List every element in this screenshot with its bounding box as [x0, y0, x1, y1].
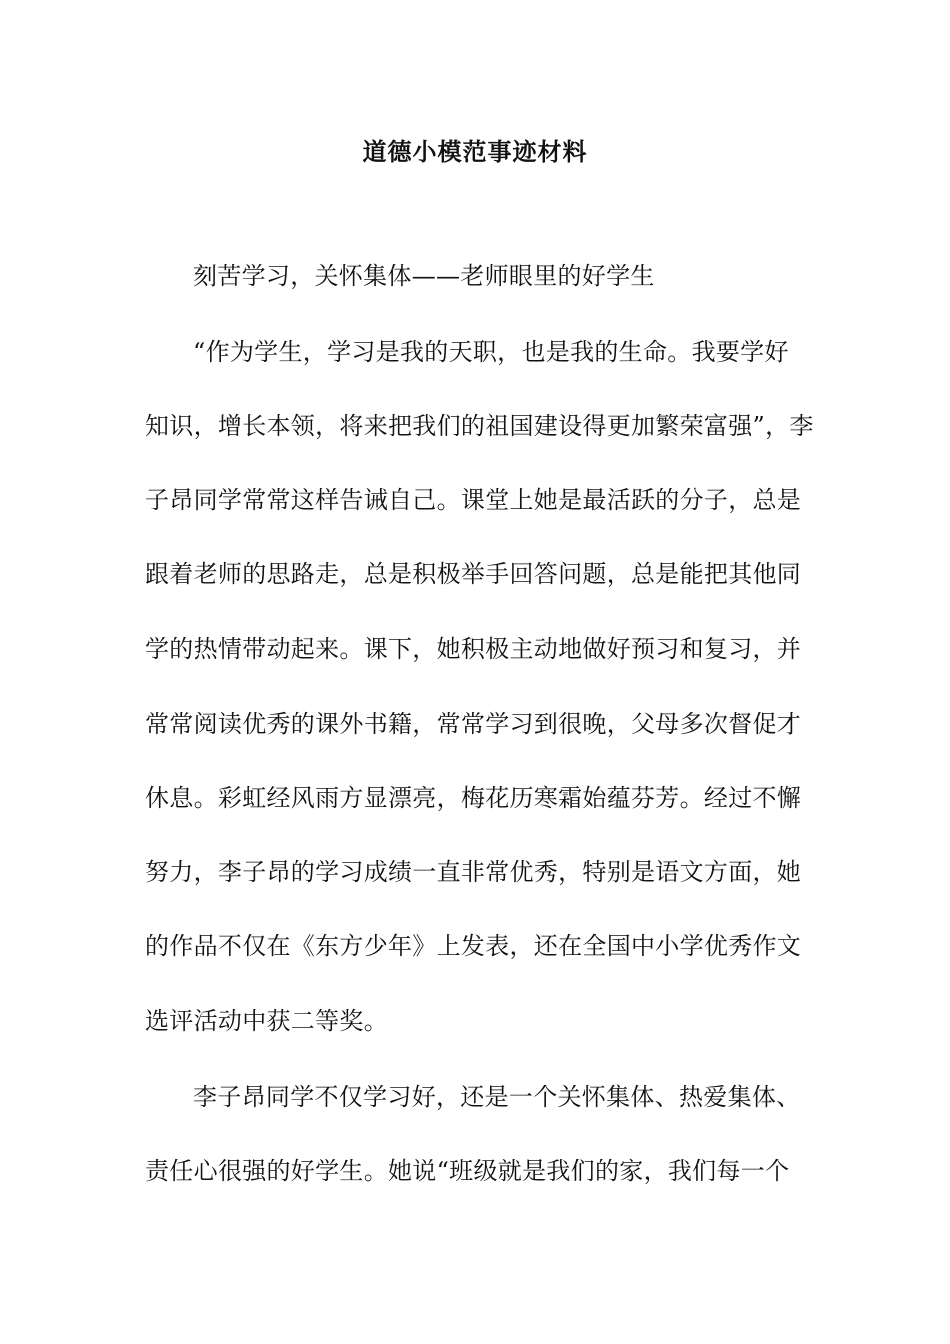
paragraph-line: 子昂同学常常这样告诫自己。课堂上她是最活跃的分子，总是 — [145, 486, 802, 514]
paragraph-line: 选评活动中获二等奖。 — [145, 1007, 388, 1035]
document-title: 道德小模范事迹材料 — [362, 137, 588, 166]
paragraph-line: 休息。彩虹经风雨方显漂亮，梅花历寒霜始蕴芬芳。经过不懈 — [145, 784, 802, 812]
paragraph-line: 李子昂同学不仅学习好，还是一个关怀集体、热爱集体、 — [193, 1083, 801, 1111]
paragraph-line: 知识，增长本领，将来把我们的祖国建设得更加繁荣富强”，李 — [145, 412, 814, 440]
section-heading: 刻苦学习，关怀集体——老师眼里的好学生 — [193, 262, 655, 290]
paragraph-line: 责任心很强的好学生。她说“班级就是我们的家，我们每一个 — [145, 1157, 790, 1185]
paragraph-line: 努力，李子昂的学习成绩一直非常优秀，特别是语文方面，她 — [145, 858, 802, 886]
paragraph-line: 的作品不仅在《东方少年》上发表，还在全国中小学优秀作文 — [145, 932, 802, 960]
paragraph-line: 常常阅读优秀的课外书籍，常常学习到很晚，父母多次督促才 — [145, 710, 802, 738]
paragraph-line: “作为学生，学习是我的天职，也是我的生命。我要学好 — [193, 338, 789, 366]
paragraph-line: 学的热情带动起来。课下，她积极主动地做好预习和复习，并 — [145, 635, 802, 663]
paragraph-line: 跟着老师的思路走，总是积极举手回答问题，总是能把其他同 — [145, 560, 802, 588]
